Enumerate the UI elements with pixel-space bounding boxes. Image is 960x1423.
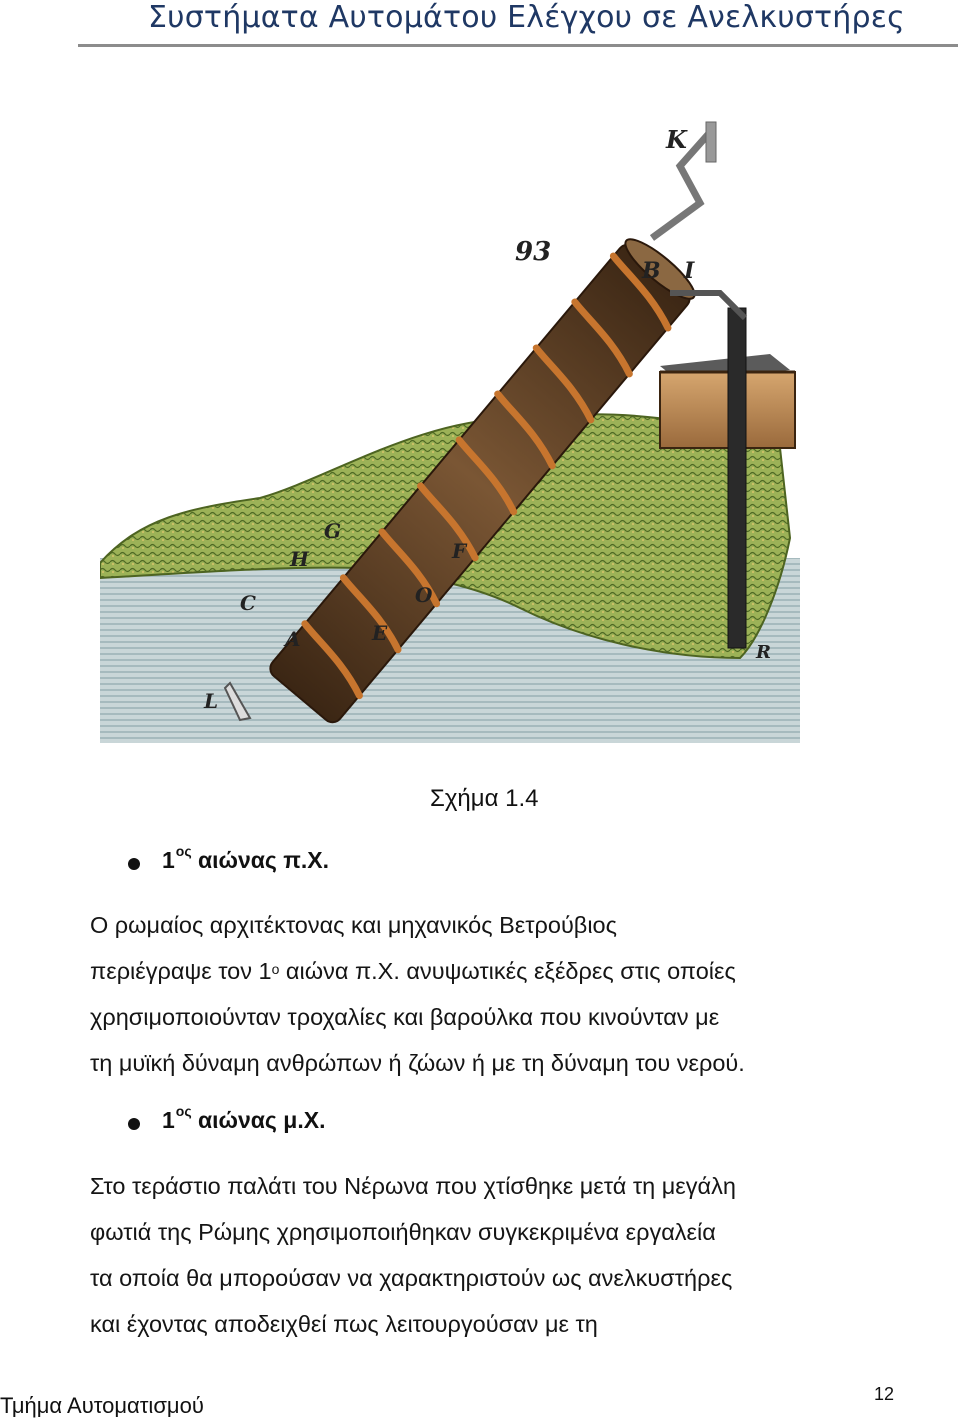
label-O: O — [415, 583, 433, 607]
label-K: K — [666, 125, 687, 154]
label-C: C — [240, 591, 256, 615]
label-B: B — [642, 258, 661, 284]
section1-paragraph: Ο ρωμαίος αρχιτέκτονας και μηχανικός Βετρούβιος περιέγραψε τον $1^o$ αιώνα π.Χ. ανυψωτικές εξέδρες στις οποίες χρησιμοποιούνταν τροχαλίες και βαρούλκα που κινούνταν με τη μυϊκή δύναμη ανθρώπων ή ζώων ή με τη δύναμη του νερού. — [90, 912, 745, 1076]
label-A: A — [285, 627, 301, 651]
bullet-dot — [128, 1118, 140, 1130]
section1-heading: $1^{o\varsigma}$ αιώνας π.Χ. — [162, 843, 330, 873]
illustration-svg — [100, 118, 800, 750]
archimedes-screw-illustration — [100, 118, 800, 750]
page-number: 12 — [874, 1384, 895, 1404]
label-G: G — [324, 519, 342, 543]
section2-heading: $1^{o\varsigma}$ αιώνας μ.Χ. — [162, 1103, 326, 1133]
section2-paragraph: Στο τεράστιο παλάτι του Νέρωνα που χτίσθηκε μετά τη μεγάλη φωτιά της Ρώμης χρησιμοποιήθηκαν συγκεκριμένα εργαλεία τα οποία θα μπορούσαν να χαρακτηριστούν ως ανελκυστήρες και έχοντας αποδειχθεί πως λειτουργούσαν με τη — [90, 1173, 736, 1337]
figure-caption: Σχήμα 1.4 — [430, 785, 539, 812]
label-E: E — [372, 621, 388, 645]
label-L: L — [204, 689, 219, 713]
figure-plate-number: 93 — [515, 237, 552, 267]
label-F: F — [452, 539, 467, 563]
label-R: R — [756, 642, 771, 663]
header-divider — [78, 44, 958, 47]
label-I: I — [684, 258, 695, 284]
footer-department: Τμήμα Αυτοματισμού — [0, 1393, 204, 1418]
bullet-dot — [128, 858, 140, 870]
page-header-title: Συστήματα Αυτομάτου Ελέγχου σε Ανελκυστήρες — [148, 0, 905, 35]
label-H: H — [290, 547, 309, 571]
